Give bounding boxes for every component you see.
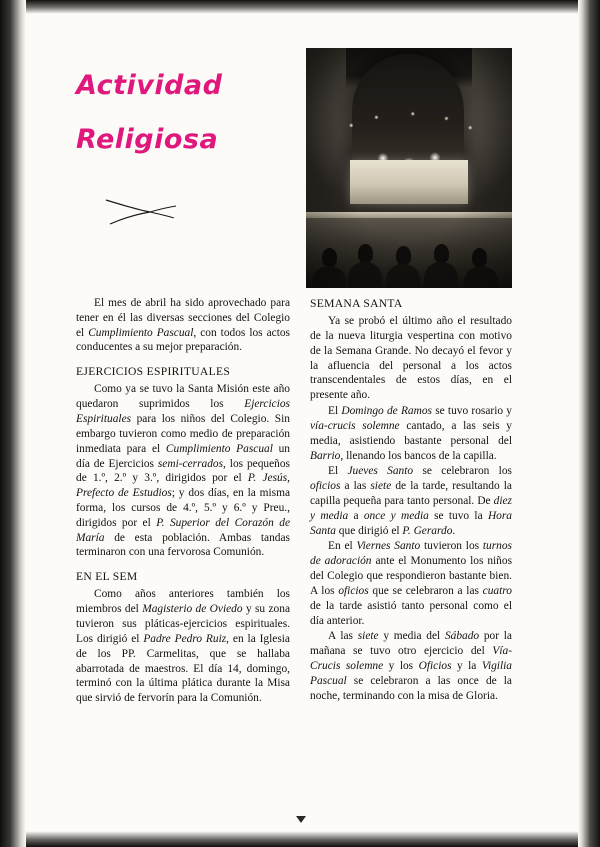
paragraph-sem: Como años anteriores también los miembros del Magisterio de Oviedo y su zona tuvieron sus pláticas-ejercicios espirituales. Los dirigió el Padre Pedro Ruiz, en la Iglesia de los PP. Carmelitas, que se hallaba abarrotada de maestros. El día 14, domingo, terminó con la última plática durante la Misa que sirvió de fervorín para la Comunión.: [76, 588, 290, 705]
page-title: [76, 72, 276, 155]
flourish-ornament-icon: [104, 196, 178, 226]
church-altar-photograph: [306, 48, 512, 288]
section-heading-ejercicios: EJERCICIOS ESPIRITUALES: [76, 365, 231, 379]
scan-edge-left: [0, 0, 26, 847]
paragraph-intro: El mes de abril ha sido aprovechado para tener en él las diversas secciones del Colegio el Cumplimiento Pascual, con todos los actos conducentes a su mejor preparación.: [76, 297, 290, 354]
scan-edge-right: [578, 0, 600, 847]
text-column-right: [310, 296, 512, 705]
scan-edge-bottom: [0, 831, 600, 847]
section-heading-semana-santa: SEMANA SANTA: [310, 297, 403, 310]
page-title-line-2: Religiosa: [76, 124, 219, 156]
paragraph-jueves-santo: El Jueves Santo se celebraron los oficios a las siete de la tarde, resultando la capilla pequeña para tanto personal. De diez y media a once y media se tuvo la Hora Santa que dirigió el P. Gerardo.: [310, 465, 512, 537]
scan-edge-top: [0, 0, 600, 14]
paragraph-domingo-ramos: El Domingo de Ramos se tuvo rosario y vía-crucis solemne cantado, a las seis y media, asistiendo bastante personal del Barrio, llenando los bancos de la capilla.: [310, 405, 512, 462]
photo-vignette: [306, 48, 512, 288]
page-title-line-1: Actividad: [76, 70, 223, 101]
paragraph-sabado-santo: A las siete y media del Sábado por la mañana se tuvo otro ejercicio del Vía-Crucis solemne y los Oficios y la Vigilia Pascual se celebraron a las once de la noche, terminando con la misa de Gloria.: [310, 630, 512, 702]
paragraph-ejercicios: Como ya se tuvo la Santa Misión este año quedaron suprimidos los Ejercicios Espirituales para los niños del Colegio. Sin embargo tuvieron como medio de preparación inmediata para el Cumplimiento Pascual un día de Ejercicios semi-cerrados, los pequeños de 1.º, 2.º y 3.º, dirigidos por el P. Jesús, Prefecto de Estudios; y dos días, en la misma forma, los cursos de 4.º, 5.º y 6.º y Preu., dirigidos por el P. Superior del Corazón de María de esta población. Ambas tandas terminaron con una fervorosa Comunión.: [76, 383, 290, 559]
paragraph-viernes-santo: En el Viernes Santo tuvieron los turnos de adoración ante el Monumento los niños del Colegio que respondieron bastante bien. A los oficios que se celebraron a las cuatro de la tarde asistió tanto personal como el día anterior.: [310, 540, 512, 627]
text-column-left: [76, 296, 290, 707]
section-heading-sem: EN EL SEM: [76, 570, 138, 584]
paragraph-semana-santa-1: Ya se probó el último año el resultado de la nueva liturgia vespertina con motivo de la Semana Grande. No decayó el fevor y la afluencia del personal a los actos transcendentales de estos días, en el presente año.: [310, 315, 512, 402]
